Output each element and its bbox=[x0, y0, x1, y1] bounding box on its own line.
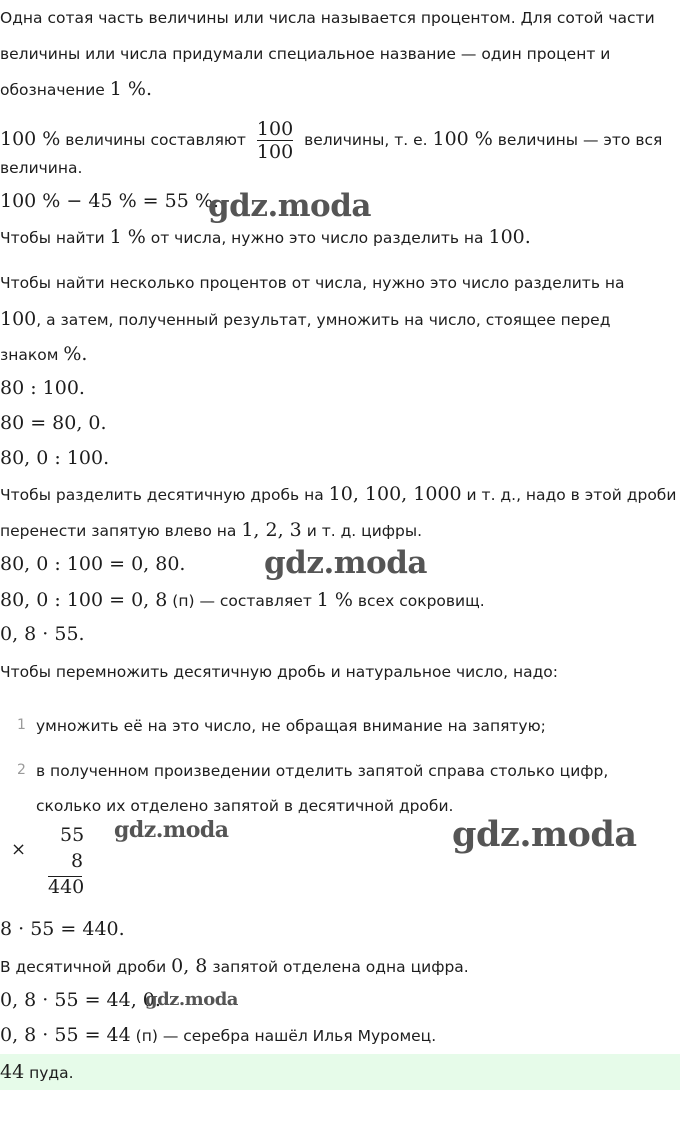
text: (п) — серебра нашёл Илья Муромец. bbox=[130, 1027, 437, 1045]
equation bbox=[0, 918, 125, 941]
math: 0, 8 bbox=[171, 955, 208, 977]
watermark: gdz.moda bbox=[264, 545, 427, 581]
text: величины составляют bbox=[60, 131, 251, 149]
math: 80, 0 : 100 = 0, 80. bbox=[0, 553, 186, 575]
math: 100 % bbox=[432, 128, 493, 150]
math: 1, 2, 3 bbox=[241, 519, 302, 541]
math: 100 % − 45 % = 55 %. bbox=[0, 190, 219, 212]
equation bbox=[0, 989, 161, 1012]
watermark: gdz.moda bbox=[208, 188, 371, 224]
text: величины, т. е. bbox=[299, 131, 433, 149]
paragraph bbox=[0, 118, 662, 163]
text: и т. д. цифры. bbox=[301, 522, 423, 540]
paragraph bbox=[0, 483, 676, 506]
watermark: gdz.moda bbox=[452, 814, 637, 855]
math: 1 % bbox=[109, 226, 146, 248]
text: пуда. bbox=[24, 1064, 74, 1082]
paragraph: Чтобы найти несколько процентов от числа, нужно это число разделить на bbox=[0, 274, 625, 292]
list-item-continuation: сколько их отделено запятой в десятичной дроби. bbox=[36, 797, 454, 815]
paragraph: величины или числа придумали специальное название — один процент и bbox=[0, 45, 611, 63]
paragraph bbox=[0, 226, 531, 249]
paragraph bbox=[0, 589, 485, 612]
list-number: 2 bbox=[17, 762, 26, 778]
math: 100. bbox=[488, 226, 531, 248]
math: 0, 8 · 55. bbox=[0, 623, 85, 645]
math: 100 % bbox=[0, 128, 61, 150]
product: 440 bbox=[48, 876, 85, 898]
text: и т. д., надо в этой дроби bbox=[461, 486, 677, 504]
math: 10, 100, 1000 bbox=[328, 483, 462, 505]
fraction-denominator: 100 bbox=[256, 141, 294, 163]
watermark: gdz.moda bbox=[114, 817, 229, 843]
text: перенести запятую влево на bbox=[0, 522, 242, 540]
paragraph bbox=[0, 308, 610, 331]
text: от числа, нужно это число разделить на bbox=[145, 229, 489, 247]
text: всех сокровищ. bbox=[352, 592, 485, 610]
math: 1 % bbox=[316, 589, 353, 611]
text: величины — это вся bbox=[492, 131, 663, 149]
text: знаком bbox=[0, 346, 64, 364]
math: 80 = 80, 0. bbox=[0, 412, 107, 434]
equation bbox=[0, 553, 185, 576]
paragraph bbox=[0, 343, 87, 366]
text: , а затем, полученный результат, умножить на число, стоящее перед bbox=[36, 311, 611, 329]
math: 80, 0 : 100 = 0, 8 bbox=[0, 589, 168, 611]
paragraph bbox=[0, 519, 422, 542]
multiplicand: 55 bbox=[60, 824, 85, 846]
math: 0, 8 · 55 = 44 bbox=[0, 1024, 131, 1046]
list-item: в полученном произведении отделить запятой справа столько цифр, bbox=[36, 762, 609, 780]
paragraph bbox=[0, 955, 469, 978]
multiplier: 8 bbox=[71, 850, 84, 872]
text: (п) — составляет bbox=[167, 592, 317, 610]
multiply-sign: × bbox=[11, 839, 27, 860]
answer-box bbox=[0, 1054, 680, 1090]
list-item: умножить её на это число, не обращая внимание на запятую; bbox=[36, 717, 546, 735]
equation bbox=[0, 623, 85, 646]
math: 1 %. bbox=[109, 78, 152, 100]
paragraph bbox=[0, 78, 152, 101]
watermark: gdz.moda bbox=[145, 989, 238, 1010]
paragraph: Чтобы перемножить десятичную дробь и натуральное число, надо: bbox=[0, 663, 558, 681]
math: 0, 8 · 55 = 44, 0. bbox=[0, 989, 161, 1011]
text: Чтобы найти bbox=[0, 229, 110, 247]
equation bbox=[0, 447, 109, 470]
math: 8 · 55 = 440. bbox=[0, 918, 125, 940]
text: Чтобы разделить десятичную дробь на bbox=[0, 486, 329, 504]
paragraph: Одна сотая часть величины или числа называется процентом. Для сотой части bbox=[0, 9, 655, 27]
fraction-numerator: 100 bbox=[256, 118, 294, 140]
equation bbox=[0, 377, 85, 400]
equation bbox=[0, 412, 107, 435]
text: запятой отделена одна цифра. bbox=[207, 958, 469, 976]
text: обозначение bbox=[0, 81, 110, 99]
math: 100 bbox=[0, 308, 37, 330]
list-number: 1 bbox=[17, 717, 26, 733]
fraction bbox=[257, 118, 293, 163]
math: 80 : 100. bbox=[0, 377, 85, 399]
math: 80, 0 : 100. bbox=[0, 447, 110, 469]
paragraph: величина. bbox=[0, 159, 83, 177]
math: 44 bbox=[0, 1061, 25, 1083]
math: %. bbox=[63, 343, 88, 365]
equation bbox=[0, 190, 219, 213]
paragraph bbox=[0, 1024, 436, 1047]
text: В десятичной дроби bbox=[0, 958, 172, 976]
answer bbox=[0, 1061, 74, 1084]
